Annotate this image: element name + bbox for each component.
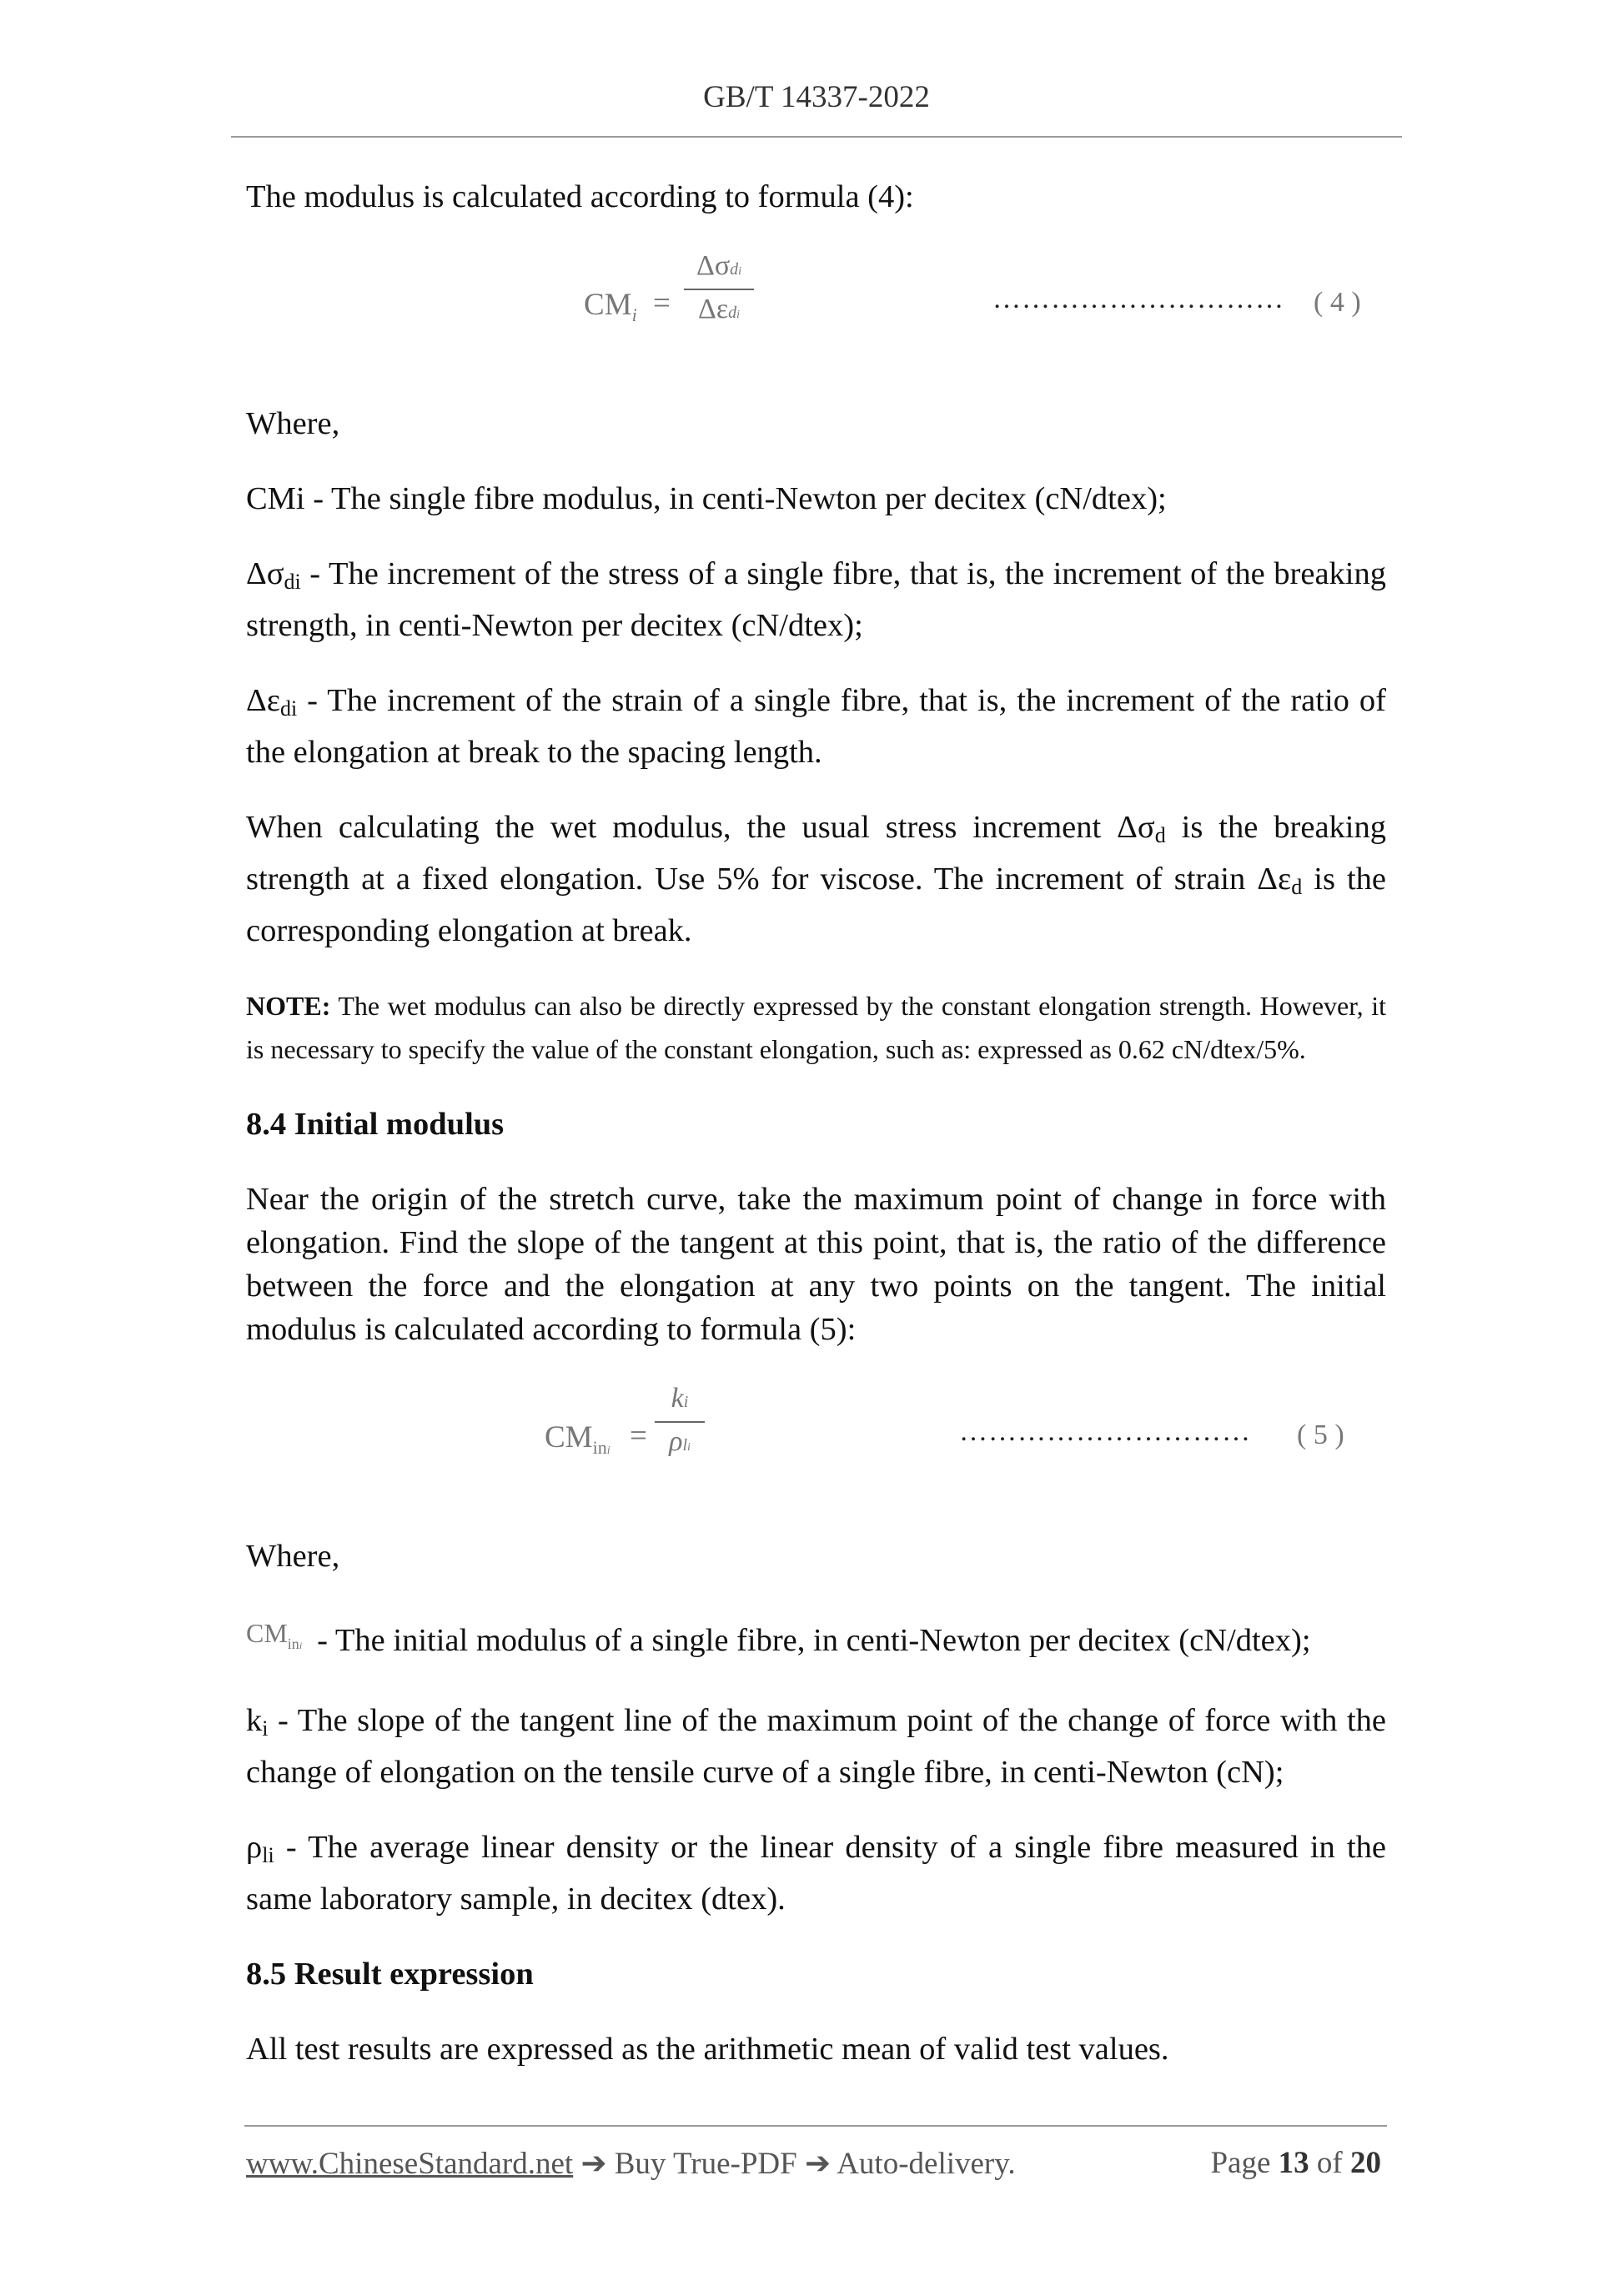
definition-ki: ki - The slope of the tangent line of the maximum point of the change of force with the change of elongation on the tensile curve of a single fibre, in centi-Newton (cN); xyxy=(246,1703,1386,1790)
section-8-4-heading: 8.4 Initial modulus xyxy=(246,1107,505,1142)
header-rule xyxy=(231,136,1402,138)
intro-paragraph: The modulus is calculated according to formula (4): xyxy=(246,179,914,214)
formula-4-equals: = xyxy=(653,286,671,320)
where-label: Where, xyxy=(246,1539,340,1574)
formula-4-numerator: Δσdi xyxy=(696,250,742,281)
note-paragraph: NOTE: The wet modulus can also be directly expressed by the constant elongation strength. However, it is necessary to specify the value of the constant elongation, such as: expressed as 0.62 cN/dtex/5%. xyxy=(246,991,1386,1064)
formula-5-lhs: $CM_{ini}$ xyxy=(545,1420,611,1458)
cm-initial-symbol: $CM_{ini}$ xyxy=(246,1618,303,1652)
definition-cmi: CMi - The single fibre modulus, in centi-Newton per decitex (cN/dtex); xyxy=(246,481,1167,516)
total-pages: 20 xyxy=(1350,2146,1381,2180)
formula-5 xyxy=(246,1384,1386,1501)
definition-delta-sigma: Δσdi - The increment of the stress of a single fibre, that is, the increment of the breaking strength, in centi-Newton per decitex (cN/dtex); xyxy=(246,556,1386,643)
formula-5-fraction xyxy=(655,1383,705,1463)
definition-cm-initial: $CM_{ini}$ - The initial modulus of a single fibre, in centi-Newton per decitex (cN/dtex); xyxy=(246,1611,1386,1667)
formula-5-equals: = xyxy=(630,1419,647,1453)
note-label: NOTE: xyxy=(246,991,331,1021)
formula-4-number: ( 4 ) xyxy=(1314,287,1361,318)
formula-5-number: ( 5 ) xyxy=(1297,1419,1344,1450)
formula-5-numerator: ki xyxy=(671,1383,689,1414)
arrow-right-icon: ➔ xyxy=(804,2147,831,2181)
auto-delivery-text: Auto-delivery. xyxy=(837,2147,1016,2181)
where-label: Where, xyxy=(246,406,340,441)
page-content xyxy=(246,167,1386,2071)
fraction-bar xyxy=(684,289,754,290)
current-page: 13 xyxy=(1278,2146,1309,2180)
footer-rule xyxy=(244,2125,1387,2127)
formula-4-fraction xyxy=(684,250,754,330)
site-link[interactable]: www.ChineseStandard.net xyxy=(246,2147,574,2181)
formula-5-leader-dots: ………………………… xyxy=(959,1416,1251,1447)
page-header: GB/T 14337-2022 xyxy=(703,80,930,114)
formula-5-denominator: ρli xyxy=(669,1426,691,1457)
formula-4 xyxy=(246,252,1386,369)
fraction-bar xyxy=(655,1421,705,1423)
wet-modulus-paragraph: When calculating the wet modulus, the usual stress increment Δσd is the breaking strength at a fixed elongation. Use 5% for viscose. The increment of strain Δεd is the corresponding elongation at break. xyxy=(246,810,1386,948)
formula-4-lhs: $CM_i$ xyxy=(584,288,637,325)
section-8-5-paragraph: All test results are expressed as the arithmetic mean of valid test values. xyxy=(246,2032,1169,2067)
section-8-4-paragraph: Near the origin of the stretch curve, take the maximum point of change in force with elongation. Find the slope of the tangent at this point, that is, the ratio of the difference between the force and the elongation at any two points on the tangent. The initial modulus is calculated according to formula (5): xyxy=(246,1182,1386,1347)
buy-pdf-text: Buy True-PDF xyxy=(614,2147,797,2181)
page-number: Page 13 of 20 xyxy=(1210,2146,1381,2180)
definition-rho: ρli - The average linear density or the linear density of a single fibre measured in the same laboratory sample, in decitex (dtex). xyxy=(246,1830,1386,1917)
section-8-5-heading: 8.5 Result expression xyxy=(246,1957,534,1992)
definition-delta-epsilon: Δεdi - The increment of the strain of a single fibre, that is, the increment of the ratio of the elongation at break to the spacing length. xyxy=(246,683,1386,770)
formula-4-leader-dots: ………………………… xyxy=(992,284,1284,314)
arrow-right-icon: ➔ xyxy=(580,2147,607,2181)
formula-4-denominator: Δεdi xyxy=(697,294,741,324)
footer-links xyxy=(246,2145,1016,2182)
